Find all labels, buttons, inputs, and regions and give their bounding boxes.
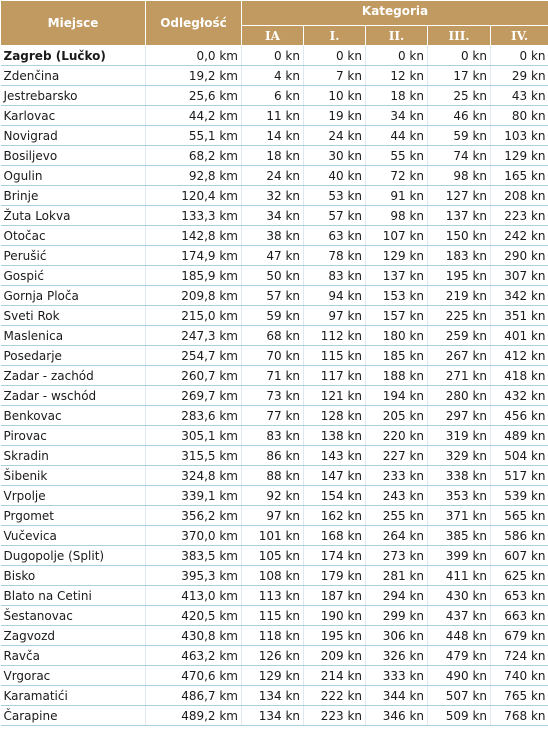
table-row <box>1 526 548 546</box>
distance-cell: 339,1 km <box>146 486 242 506</box>
toll-i-cell: 195 kn <box>304 626 366 646</box>
distance-cell: 269,7 km <box>146 386 242 406</box>
toll-iii-cell: 46 kn <box>428 106 491 126</box>
toll-i-cell: 168 kn <box>304 526 366 546</box>
toll-ii-cell: 129 kn <box>366 246 428 266</box>
toll-i-cell: 214 kn <box>304 666 366 686</box>
toll-i-cell: 53 kn <box>304 186 366 206</box>
toll-iv-cell: 663 kn <box>491 606 548 626</box>
place-cell: Brinje <box>1 186 146 206</box>
toll-ii-cell: 180 kn <box>366 326 428 346</box>
toll-iv-cell: 489 kn <box>491 426 548 446</box>
table-row <box>1 306 548 326</box>
toll-iii-cell: 127 kn <box>428 186 491 206</box>
toll-iv-cell: 412 kn <box>491 346 548 366</box>
toll-iv-cell: 307 kn <box>491 266 548 286</box>
place-cell: Gornja Ploča <box>1 286 146 306</box>
toll-iii-cell: 74 kn <box>428 146 491 166</box>
toll-ii-cell: 346 kn <box>366 706 428 726</box>
toll-i-cell: 115 kn <box>304 346 366 366</box>
toll-iii-cell: 371 kn <box>428 506 491 526</box>
toll-iv-cell: 504 kn <box>491 446 548 466</box>
toll-iv-cell: 351 kn <box>491 306 548 326</box>
table-row <box>1 386 548 406</box>
toll-i-cell: 40 kn <box>304 166 366 186</box>
table-row <box>1 426 548 446</box>
header-cat-ia: IA <box>242 26 304 46</box>
toll-ii-cell: 344 kn <box>366 686 428 706</box>
toll-iv-cell: 208 kn <box>491 186 548 206</box>
toll-i-cell: 222 kn <box>304 686 366 706</box>
distance-cell: 44,2 km <box>146 106 242 126</box>
distance-cell: 489,2 km <box>146 706 242 726</box>
toll-iv-cell: 129 kn <box>491 146 548 166</box>
toll-iv-cell: 165 kn <box>491 166 548 186</box>
place-cell: Benkovac <box>1 406 146 426</box>
toll-i-cell: 112 kn <box>304 326 366 346</box>
toll-iii-cell: 0 kn <box>428 46 491 66</box>
toll-iii-cell: 98 kn <box>428 166 491 186</box>
toll-ii-cell: 227 kn <box>366 446 428 466</box>
place-cell: Zdenčina <box>1 66 146 86</box>
toll-i-cell: 19 kn <box>304 106 366 126</box>
distance-cell: 395,3 km <box>146 566 242 586</box>
toll-iv-cell: 80 kn <box>491 106 548 126</box>
toll-iv-cell: 539 kn <box>491 486 548 506</box>
toll-iv-cell: 432 kn <box>491 386 548 406</box>
toll-iv-cell: 740 kn <box>491 666 548 686</box>
toll-i-cell: 97 kn <box>304 306 366 326</box>
table-row <box>1 546 548 566</box>
toll-i-cell: 179 kn <box>304 566 366 586</box>
toll-i-cell: 94 kn <box>304 286 366 306</box>
header-category: Kategoria <box>242 1 548 26</box>
toll-ia-cell: 47 kn <box>242 246 304 266</box>
distance-cell: 68,2 km <box>146 146 242 166</box>
place-cell: Vučevica <box>1 526 146 546</box>
toll-iii-cell: 338 kn <box>428 466 491 486</box>
table-row <box>1 86 548 106</box>
toll-ii-cell: 188 kn <box>366 366 428 386</box>
toll-ii-cell: 306 kn <box>366 626 428 646</box>
toll-iii-cell: 448 kn <box>428 626 491 646</box>
place-cell: Novigrad <box>1 126 146 146</box>
table-row <box>1 566 548 586</box>
toll-ii-cell: 205 kn <box>366 406 428 426</box>
toll-i-cell: 209 kn <box>304 646 366 666</box>
toll-ii-cell: 233 kn <box>366 466 428 486</box>
toll-i-cell: 10 kn <box>304 86 366 106</box>
distance-cell: 120,4 km <box>146 186 242 206</box>
header-cat-ii: II. <box>366 26 428 46</box>
toll-i-cell: 117 kn <box>304 366 366 386</box>
toll-i-cell: 30 kn <box>304 146 366 166</box>
toll-iii-cell: 17 kn <box>428 66 491 86</box>
toll-iii-cell: 437 kn <box>428 606 491 626</box>
table-row <box>1 206 548 226</box>
toll-ia-cell: 134 kn <box>242 706 304 726</box>
toll-ia-cell: 86 kn <box>242 446 304 466</box>
toll-iv-cell: 625 kn <box>491 566 548 586</box>
table-row <box>1 366 548 386</box>
toll-ia-cell: 129 kn <box>242 666 304 686</box>
distance-cell: 254,7 km <box>146 346 242 366</box>
toll-i-cell: 24 kn <box>304 126 366 146</box>
place-cell: Maslenica <box>1 326 146 346</box>
toll-ii-cell: 294 kn <box>366 586 428 606</box>
toll-ii-cell: 194 kn <box>366 386 428 406</box>
toll-iii-cell: 25 kn <box>428 86 491 106</box>
toll-iii-cell: 509 kn <box>428 706 491 726</box>
toll-i-cell: 83 kn <box>304 266 366 286</box>
toll-iv-cell: 43 kn <box>491 86 548 106</box>
distance-cell: 142,8 km <box>146 226 242 246</box>
toll-ia-cell: 118 kn <box>242 626 304 646</box>
header-cat-i: I. <box>304 26 366 46</box>
toll-iii-cell: 183 kn <box>428 246 491 266</box>
toll-ii-cell: 243 kn <box>366 486 428 506</box>
toll-i-cell: 7 kn <box>304 66 366 86</box>
toll-ii-cell: 34 kn <box>366 106 428 126</box>
toll-iv-cell: 586 kn <box>491 526 548 546</box>
toll-ia-cell: 73 kn <box>242 386 304 406</box>
distance-cell: 283,6 km <box>146 406 242 426</box>
toll-iv-cell: 607 kn <box>491 546 548 566</box>
toll-ii-cell: 137 kn <box>366 266 428 286</box>
place-cell: Vrpolje <box>1 486 146 506</box>
table-row <box>1 326 548 346</box>
toll-i-cell: 147 kn <box>304 466 366 486</box>
toll-ii-cell: 107 kn <box>366 226 428 246</box>
toll-ii-cell: 44 kn <box>366 126 428 146</box>
distance-cell: 92,8 km <box>146 166 242 186</box>
toll-ii-cell: 153 kn <box>366 286 428 306</box>
distance-cell: 215,0 km <box>146 306 242 326</box>
toll-iii-cell: 430 kn <box>428 586 491 606</box>
toll-ii-cell: 220 kn <box>366 426 428 446</box>
table-row <box>1 626 548 646</box>
toll-ia-cell: 34 kn <box>242 206 304 226</box>
place-cell: Zadar - zachód <box>1 366 146 386</box>
place-cell: Otočac <box>1 226 146 246</box>
place-cell: Zadar - wschód <box>1 386 146 406</box>
toll-iii-cell: 195 kn <box>428 266 491 286</box>
toll-ia-cell: 32 kn <box>242 186 304 206</box>
table-row <box>1 286 548 306</box>
toll-ia-cell: 83 kn <box>242 426 304 446</box>
toll-ii-cell: 18 kn <box>366 86 428 106</box>
distance-cell: 260,7 km <box>146 366 242 386</box>
toll-iv-cell: 342 kn <box>491 286 548 306</box>
table-row <box>1 66 548 86</box>
distance-cell: 370,0 km <box>146 526 242 546</box>
table-row <box>1 166 548 186</box>
toll-iv-cell: 456 kn <box>491 406 548 426</box>
place-cell: Skradin <box>1 446 146 466</box>
toll-i-cell: 128 kn <box>304 406 366 426</box>
toll-iv-cell: 724 kn <box>491 646 548 666</box>
toll-iv-cell: 679 kn <box>491 626 548 646</box>
toll-iii-cell: 490 kn <box>428 666 491 686</box>
table-row <box>1 266 548 286</box>
place-cell: Posedarje <box>1 346 146 366</box>
place-cell: Sveti Rok <box>1 306 146 326</box>
toll-i-cell: 78 kn <box>304 246 366 266</box>
toll-iv-cell: 242 kn <box>491 226 548 246</box>
toll-iii-cell: 329 kn <box>428 446 491 466</box>
toll-iv-cell: 765 kn <box>491 686 548 706</box>
table-row <box>1 706 548 726</box>
place-cell: Pirovac <box>1 426 146 446</box>
toll-ia-cell: 115 kn <box>242 606 304 626</box>
distance-cell: 383,5 km <box>146 546 242 566</box>
table-row <box>1 346 548 366</box>
toll-i-cell: 162 kn <box>304 506 366 526</box>
toll-ia-cell: 126 kn <box>242 646 304 666</box>
toll-iii-cell: 280 kn <box>428 386 491 406</box>
toll-i-cell: 0 kn <box>304 46 366 66</box>
toll-ia-cell: 97 kn <box>242 506 304 526</box>
toll-ii-cell: 72 kn <box>366 166 428 186</box>
place-cell: Prgomet <box>1 506 146 526</box>
toll-ii-cell: 91 kn <box>366 186 428 206</box>
table-row <box>1 506 548 526</box>
toll-ia-cell: 88 kn <box>242 466 304 486</box>
place-cell: Ravča <box>1 646 146 666</box>
distance-cell: 413,0 km <box>146 586 242 606</box>
distance-cell: 463,2 km <box>146 646 242 666</box>
header-place: Miejsce <box>1 1 146 46</box>
toll-ii-cell: 299 kn <box>366 606 428 626</box>
toll-ia-cell: 4 kn <box>242 66 304 86</box>
toll-ii-cell: 185 kn <box>366 346 428 366</box>
toll-iv-cell: 29 kn <box>491 66 548 86</box>
toll-iv-cell: 565 kn <box>491 506 548 526</box>
table-row <box>1 406 548 426</box>
toll-iv-cell: 418 kn <box>491 366 548 386</box>
table-row <box>1 486 548 506</box>
table-row <box>1 106 548 126</box>
toll-i-cell: 121 kn <box>304 386 366 406</box>
toll-iii-cell: 297 kn <box>428 406 491 426</box>
table-row <box>1 606 548 626</box>
toll-ia-cell: 101 kn <box>242 526 304 546</box>
toll-i-cell: 154 kn <box>304 486 366 506</box>
place-cell: Jestrebarsko <box>1 86 146 106</box>
toll-iii-cell: 150 kn <box>428 226 491 246</box>
table-row <box>1 666 548 686</box>
distance-cell: 315,5 km <box>146 446 242 466</box>
table-row <box>1 186 548 206</box>
table-header <box>1 1 548 46</box>
toll-ii-cell: 264 kn <box>366 526 428 546</box>
toll-ia-cell: 57 kn <box>242 286 304 306</box>
distance-cell: 55,1 km <box>146 126 242 146</box>
toll-ia-cell: 108 kn <box>242 566 304 586</box>
toll-ia-cell: 113 kn <box>242 586 304 606</box>
toll-i-cell: 138 kn <box>304 426 366 446</box>
toll-iii-cell: 507 kn <box>428 686 491 706</box>
toll-ii-cell: 157 kn <box>366 306 428 326</box>
toll-ia-cell: 105 kn <box>242 546 304 566</box>
toll-ii-cell: 12 kn <box>366 66 428 86</box>
header-cat-iv: IV. <box>491 26 548 46</box>
toll-ia-cell: 77 kn <box>242 406 304 426</box>
place-cell: Bosiljevo <box>1 146 146 166</box>
toll-ia-cell: 14 kn <box>242 126 304 146</box>
toll-ia-cell: 59 kn <box>242 306 304 326</box>
toll-ii-cell: 55 kn <box>366 146 428 166</box>
toll-ii-cell: 0 kn <box>366 46 428 66</box>
toll-iv-cell: 0 kn <box>491 46 548 66</box>
toll-iii-cell: 225 kn <box>428 306 491 326</box>
distance-cell: 209,8 km <box>146 286 242 306</box>
toll-ia-cell: 11 kn <box>242 106 304 126</box>
table-row <box>1 686 548 706</box>
toll-iii-cell: 411 kn <box>428 566 491 586</box>
distance-cell: 430,8 km <box>146 626 242 646</box>
place-cell: Dugopolje (Split) <box>1 546 146 566</box>
table-row <box>1 446 548 466</box>
toll-iv-cell: 290 kn <box>491 246 548 266</box>
toll-iii-cell: 353 kn <box>428 486 491 506</box>
toll-iv-cell: 103 kn <box>491 126 548 146</box>
toll-ii-cell: 333 kn <box>366 666 428 686</box>
toll-i-cell: 223 kn <box>304 706 366 726</box>
place-cell: Gospić <box>1 266 146 286</box>
toll-iii-cell: 479 kn <box>428 646 491 666</box>
toll-ia-cell: 68 kn <box>242 326 304 346</box>
distance-cell: 185,9 km <box>146 266 242 286</box>
toll-ia-cell: 71 kn <box>242 366 304 386</box>
table-body <box>1 46 548 726</box>
toll-iv-cell: 517 kn <box>491 466 548 486</box>
distance-cell: 305,1 km <box>146 426 242 446</box>
toll-i-cell: 174 kn <box>304 546 366 566</box>
distance-cell: 324,8 km <box>146 466 242 486</box>
place-cell: Vrgorac <box>1 666 146 686</box>
toll-iii-cell: 137 kn <box>428 206 491 226</box>
table-row <box>1 46 548 66</box>
header-distance: Odległość <box>146 1 242 46</box>
table-row <box>1 146 548 166</box>
distance-cell: 420,5 km <box>146 606 242 626</box>
table-row <box>1 246 548 266</box>
toll-iii-cell: 271 kn <box>428 366 491 386</box>
distance-cell: 356,2 km <box>146 506 242 526</box>
place-cell: Šestanovac <box>1 606 146 626</box>
toll-ia-cell: 38 kn <box>242 226 304 246</box>
toll-iii-cell: 219 kn <box>428 286 491 306</box>
place-cell: Ogulin <box>1 166 146 186</box>
toll-ia-cell: 6 kn <box>242 86 304 106</box>
distance-cell: 174,9 km <box>146 246 242 266</box>
header-cat-iii: III. <box>428 26 491 46</box>
place-cell: Zagreb (Lučko) <box>1 46 146 66</box>
distance-cell: 133,3 km <box>146 206 242 226</box>
toll-ii-cell: 98 kn <box>366 206 428 226</box>
toll-iv-cell: 768 kn <box>491 706 548 726</box>
toll-iii-cell: 59 kn <box>428 126 491 146</box>
place-cell: Perušić <box>1 246 146 266</box>
toll-iii-cell: 385 kn <box>428 526 491 546</box>
toll-ia-cell: 24 kn <box>242 166 304 186</box>
toll-ia-cell: 70 kn <box>242 346 304 366</box>
toll-i-cell: 57 kn <box>304 206 366 226</box>
table-row <box>1 646 548 666</box>
distance-cell: 0,0 km <box>146 46 242 66</box>
toll-ia-cell: 134 kn <box>242 686 304 706</box>
place-cell: Čarapine <box>1 706 146 726</box>
toll-ia-cell: 18 kn <box>242 146 304 166</box>
toll-ia-cell: 50 kn <box>242 266 304 286</box>
toll-ii-cell: 255 kn <box>366 506 428 526</box>
toll-ii-cell: 326 kn <box>366 646 428 666</box>
toll-ii-cell: 273 kn <box>366 546 428 566</box>
toll-i-cell: 63 kn <box>304 226 366 246</box>
toll-iii-cell: 267 kn <box>428 346 491 366</box>
place-cell: Bisko <box>1 566 146 586</box>
place-cell: Šibenik <box>1 466 146 486</box>
toll-iv-cell: 401 kn <box>491 326 548 346</box>
distance-cell: 25,6 km <box>146 86 242 106</box>
distance-cell: 486,7 km <box>146 686 242 706</box>
place-cell: Žuta Lokva <box>1 206 146 226</box>
toll-ia-cell: 0 kn <box>242 46 304 66</box>
toll-iv-cell: 223 kn <box>491 206 548 226</box>
distance-cell: 470,6 km <box>146 666 242 686</box>
toll-iii-cell: 319 kn <box>428 426 491 446</box>
table-row <box>1 126 548 146</box>
table-row <box>1 226 548 246</box>
toll-iv-cell: 653 kn <box>491 586 548 606</box>
toll-ia-cell: 92 kn <box>242 486 304 506</box>
toll-i-cell: 187 kn <box>304 586 366 606</box>
table-row <box>1 586 548 606</box>
toll-i-cell: 143 kn <box>304 446 366 466</box>
table-row <box>1 466 548 486</box>
distance-cell: 19,2 km <box>146 66 242 86</box>
toll-i-cell: 190 kn <box>304 606 366 626</box>
toll-iii-cell: 399 kn <box>428 546 491 566</box>
place-cell: Blato na Cetini <box>1 586 146 606</box>
place-cell: Zagvozd <box>1 626 146 646</box>
place-cell: Karamatići <box>1 686 146 706</box>
distance-cell: 247,3 km <box>146 326 242 346</box>
place-cell: Karlovac <box>1 106 146 126</box>
toll-ii-cell: 281 kn <box>366 566 428 586</box>
toll-iii-cell: 259 kn <box>428 326 491 346</box>
